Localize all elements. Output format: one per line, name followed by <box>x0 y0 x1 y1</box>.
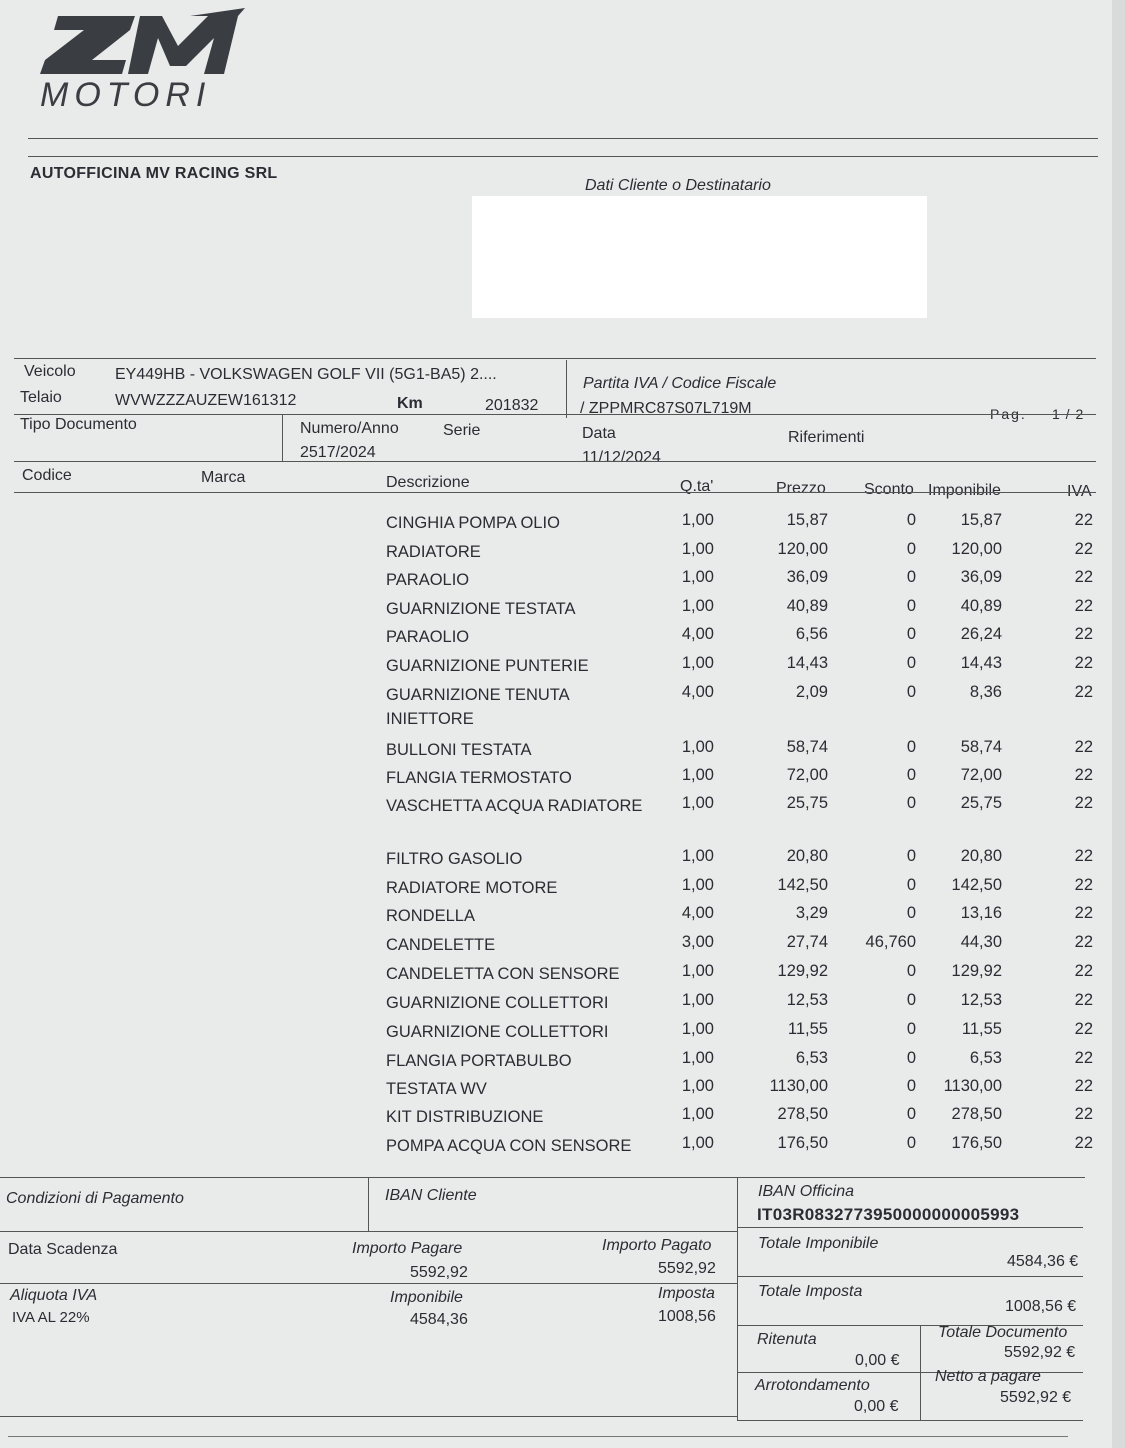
row-description: GUARNIZIONE TESTATA <box>386 600 576 618</box>
row-price: 1130,00 <box>769 1077 828 1095</box>
row-taxable: 142,50 <box>951 876 1002 894</box>
row-quantity: 1,00 <box>681 962 714 980</box>
row-discount: 0 <box>906 683 916 701</box>
importo-pagare-label: Importo Pagare <box>352 1240 463 1257</box>
col-sconto: Sconto <box>864 481 914 498</box>
row-vat: 22 <box>1074 540 1093 558</box>
row-taxable: 26,24 <box>960 625 1002 643</box>
row-quantity: 1,00 <box>681 654 714 672</box>
row-vat: 22 <box>1074 654 1093 672</box>
col-qta: Q.ta' <box>680 478 714 495</box>
row-description: CINGHIA POMPA OLIO <box>386 514 560 532</box>
row-description: FLANGIA TERMOSTATO <box>386 769 572 787</box>
col-codice: Codice <box>22 467 72 484</box>
row-vat: 22 <box>1074 511 1093 529</box>
row-quantity: 1,00 <box>681 876 714 894</box>
km-value: 201832 <box>485 397 539 414</box>
arrotondamento-label: Arrotondamento <box>755 1377 870 1394</box>
row-description: POMPA ACQUA CON SENSORE <box>386 1137 632 1155</box>
imponibile-label: Imponibile <box>390 1289 463 1306</box>
numero-anno-label: Numero/Anno <box>300 420 399 437</box>
row-price: 142,50 <box>777 876 828 894</box>
row-discount: 0 <box>906 1020 916 1038</box>
row-vat: 22 <box>1074 847 1093 865</box>
iban-officina-label: IBAN Officina <box>758 1183 855 1200</box>
company-name: AUTOFFICINA MV RACING SRL <box>30 165 278 182</box>
row-taxable: 15,87 <box>960 511 1002 529</box>
ritenuta-value: 0,00 € <box>855 1352 900 1369</box>
row-price: 58,74 <box>786 738 828 756</box>
row-price: 40,89 <box>786 597 828 615</box>
row-quantity: 1,00 <box>681 794 714 812</box>
importo-pagare-value: 5592,92 <box>410 1264 468 1281</box>
row-quantity: 1,00 <box>681 1105 714 1123</box>
row-taxable: 8,36 <box>969 683 1002 701</box>
vehicle-value: EY449HB - VOLKSWAGEN GOLF VII (5G1-BA5) 2.... <box>115 366 497 383</box>
ritenuta-label: Ritenuta <box>757 1331 817 1348</box>
row-taxable: 58,74 <box>960 738 1002 756</box>
row-discount: 0 <box>906 1077 916 1095</box>
row-quantity: 1,00 <box>681 847 714 865</box>
row-price: 6,53 <box>795 1049 828 1067</box>
row-discount: 0 <box>906 904 916 922</box>
data-scadenza-label: Data Scadenza <box>8 1241 118 1258</box>
row-discount: 0 <box>906 597 916 615</box>
row-quantity: 4,00 <box>681 683 714 701</box>
row-vat: 22 <box>1074 625 1093 643</box>
row-quantity: 4,00 <box>681 904 714 922</box>
totale-imposta-label: Totale Imposta <box>758 1283 863 1300</box>
row-quantity: 4,00 <box>681 625 714 643</box>
row-price: 176,50 <box>777 1134 828 1152</box>
row-discount: 0 <box>906 766 916 784</box>
row-price: 72,00 <box>786 766 828 784</box>
row-discount: 0 <box>906 1134 916 1152</box>
row-description: RADIATORE MOTORE <box>386 879 558 897</box>
row-price: 27,74 <box>786 933 828 951</box>
imposta-value: 1008,56 <box>658 1308 716 1325</box>
aliquota-iva-label: Aliquota IVA <box>10 1287 98 1304</box>
telaio-label: Telaio <box>20 389 62 406</box>
row-description: FILTRO GASOLIO <box>386 850 523 868</box>
row-price: 278,50 <box>777 1105 828 1123</box>
netto-pagare-label: Netto a pagare <box>935 1368 1041 1385</box>
row-description: TESTATA WV <box>386 1080 487 1098</box>
row-description: CANDELETTA CON SENSORE <box>386 965 620 983</box>
row-discount: 0 <box>906 847 916 865</box>
row-vat: 22 <box>1074 794 1093 812</box>
totale-imponibile-label: Totale Imponibile <box>758 1235 879 1252</box>
arrotondamento-value: 0,00 € <box>854 1398 899 1415</box>
row-price: 25,75 <box>786 794 828 812</box>
row-taxable: 11,55 <box>961 1020 1002 1038</box>
row-discount: 0 <box>906 738 916 756</box>
row-price: 14,43 <box>786 654 828 672</box>
row-discount: 0 <box>906 540 916 558</box>
data-label: Data <box>582 425 616 442</box>
col-imponibile: Imponibile <box>928 482 1001 499</box>
row-quantity: 1,00 <box>681 511 714 529</box>
row-description: KIT DISTRIBUZIONE <box>386 1108 544 1126</box>
totale-documento-value: 5592,92 € <box>1004 1344 1076 1361</box>
row-taxable: 278,50 <box>951 1105 1002 1123</box>
row-description: GUARNIZIONE COLLETTORI <box>386 1023 609 1041</box>
row-taxable: 6,53 <box>969 1049 1002 1067</box>
row-taxable: 129,92 <box>951 962 1002 980</box>
row-vat: 22 <box>1074 1020 1093 1038</box>
row-vat: 22 <box>1074 1049 1093 1067</box>
row-taxable: 1130,00 <box>943 1077 1002 1095</box>
riferimenti-label: Riferimenti <box>788 429 865 446</box>
row-taxable: 72,00 <box>960 766 1002 784</box>
row-quantity: 1,00 <box>681 991 714 1009</box>
row-quantity: 1,00 <box>681 766 714 784</box>
row-discount: 0 <box>906 991 916 1009</box>
totale-imponibile-value: 4584,36 € <box>1007 1253 1079 1270</box>
row-discount: 0 <box>906 625 916 643</box>
row-quantity: 1,00 <box>681 568 714 586</box>
row-vat: 22 <box>1074 766 1093 784</box>
row-price: 2,09 <box>795 683 828 701</box>
row-discount: 0 <box>906 654 916 672</box>
row-taxable: 14,43 <box>960 654 1002 672</box>
row-taxable: 40,89 <box>960 597 1002 615</box>
row-vat: 22 <box>1074 876 1093 894</box>
row-price: 120,00 <box>777 540 828 558</box>
row-vat: 22 <box>1074 1105 1093 1123</box>
serie-label: Serie <box>443 422 481 439</box>
totale-imposta-value: 1008,56 € <box>1005 1298 1077 1315</box>
row-quantity: 1,00 <box>681 1049 714 1067</box>
row-quantity: 1,00 <box>681 597 714 615</box>
row-taxable: 13,16 <box>960 904 1002 922</box>
row-vat: 22 <box>1074 597 1093 615</box>
row-vat: 22 <box>1074 991 1093 1009</box>
row-taxable: 20,80 <box>960 847 1002 865</box>
row-vat: 22 <box>1074 683 1093 701</box>
row-quantity: 1,00 <box>681 1077 714 1095</box>
row-quantity: 1,00 <box>681 738 714 756</box>
row-taxable: 120,00 <box>951 540 1002 558</box>
piva-value: / ZPPMRC87S07L719M <box>580 400 752 417</box>
totale-documento-label: Totale Documento <box>938 1324 1068 1341</box>
redacted-customer-box <box>472 196 927 318</box>
imponibile-value: 4584,36 <box>410 1311 468 1328</box>
km-label: Km <box>397 395 423 412</box>
row-description: GUARNIZIONE COLLETTORI <box>386 994 609 1012</box>
row-price: 3,29 <box>795 904 828 922</box>
row-discount: 46,760 <box>865 933 916 951</box>
row-description: RONDELLA <box>386 907 475 925</box>
row-discount: 0 <box>906 962 916 980</box>
page-edge <box>1112 0 1125 1448</box>
row-discount: 0 <box>906 568 916 586</box>
data-value: 11/12/2024 <box>582 449 661 466</box>
row-description: RADIATORE <box>386 543 481 561</box>
row-price: 20,80 <box>786 847 828 865</box>
vehicle-label: Veicolo <box>24 363 76 380</box>
telaio-value: WVWZZZAUZEW161312 <box>115 392 297 409</box>
row-taxable: 176,50 <box>951 1134 1002 1152</box>
page-label: Pag. <box>990 406 1027 422</box>
col-iva: IVA <box>1067 483 1092 500</box>
row-price: 12,53 <box>786 991 828 1009</box>
row-taxable: 12,53 <box>960 991 1002 1009</box>
row-description: BULLONI TESTATA <box>386 741 532 759</box>
row-taxable: 44,30 <box>960 933 1002 951</box>
row-discount: 0 <box>906 511 916 529</box>
customer-data-label: Dati Cliente o Destinatario <box>585 177 771 194</box>
tipo-documento-label: Tipo Documento <box>20 416 137 433</box>
numero-anno-value: 2517/2024 <box>300 444 376 461</box>
page-number: 1 / 2 <box>1052 406 1085 422</box>
row-description: GUARNIZIONE TENUTA INIETTORE <box>386 686 569 728</box>
col-descrizione: Descrizione <box>386 474 470 491</box>
importo-pagato-label: Importo Pagato <box>602 1237 712 1254</box>
row-taxable: 36,09 <box>960 568 1002 586</box>
row-quantity: 1,00 <box>681 1020 714 1038</box>
row-price: 6,56 <box>795 625 828 643</box>
condizioni-pagamento-label: Condizioni di Pagamento <box>6 1190 184 1207</box>
row-discount: 0 <box>906 1105 916 1123</box>
row-vat: 22 <box>1074 962 1093 980</box>
importo-pagato-value: 5592,92 <box>658 1260 716 1277</box>
row-price: 11,55 <box>787 1020 828 1038</box>
row-vat: 22 <box>1074 738 1093 756</box>
row-vat: 22 <box>1074 1077 1093 1095</box>
row-discount: 0 <box>906 1049 916 1067</box>
netto-pagare-value: 5592,92 € <box>1000 1389 1072 1406</box>
row-description: GUARNIZIONE PUNTERIE <box>386 657 589 675</box>
row-quantity: 1,00 <box>681 540 714 558</box>
row-description: PARAOLIO <box>386 628 470 646</box>
col-marca: Marca <box>201 469 246 486</box>
row-description: VASCHETTA ACQUA RADIATORE <box>386 797 643 815</box>
row-description: FLANGIA PORTABULBO <box>386 1052 572 1070</box>
row-vat: 22 <box>1074 904 1093 922</box>
iban-officina-value: IT03R0832773950000000005993 <box>757 1205 1020 1224</box>
row-price: 129,92 <box>777 962 828 980</box>
row-taxable: 25,75 <box>960 794 1002 812</box>
iban-cliente-label: IBAN Cliente <box>385 1187 477 1204</box>
row-discount: 0 <box>906 794 916 812</box>
col-prezzo: Prezzo <box>776 480 826 497</box>
aliquota-iva-value: IVA AL 22% <box>12 1309 90 1326</box>
piva-label: Partita IVA / Codice Fiscale <box>583 375 777 392</box>
logo-subtitle: MOTORI <box>40 76 212 114</box>
row-vat: 22 <box>1074 933 1093 951</box>
imposta-label: Imposta <box>658 1285 715 1302</box>
row-description: PARAOLIO <box>386 571 470 589</box>
row-price: 15,87 <box>786 511 828 529</box>
row-vat: 22 <box>1074 568 1093 586</box>
row-quantity: 1,00 <box>681 1134 714 1152</box>
row-quantity: 3,00 <box>681 933 714 951</box>
row-price: 36,09 <box>786 568 828 586</box>
row-description: CANDELETTE <box>386 936 496 954</box>
row-discount: 0 <box>906 876 916 894</box>
row-vat: 22 <box>1074 1134 1093 1152</box>
zm-motori-logo <box>40 8 255 118</box>
